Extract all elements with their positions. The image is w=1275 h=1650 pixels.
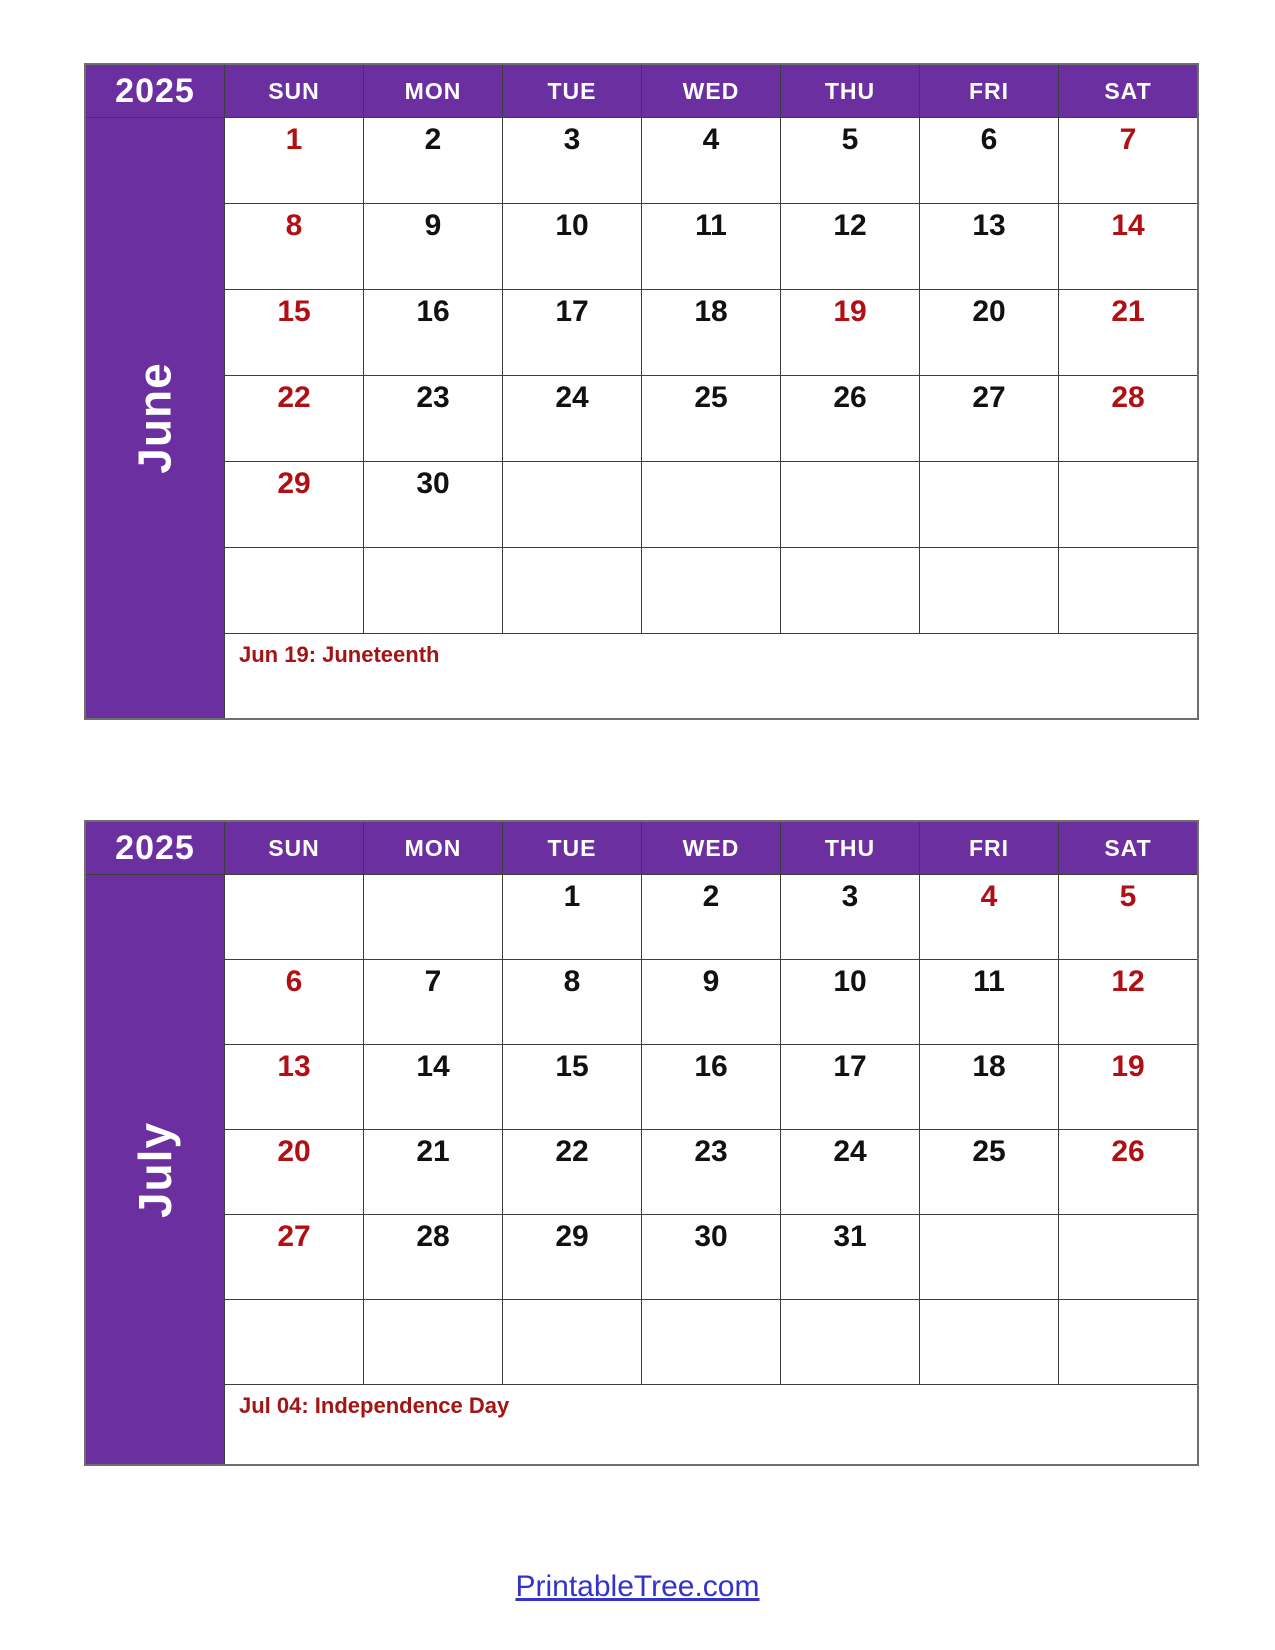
date-cell: 2	[364, 118, 502, 203]
date-cell: 5	[1059, 875, 1197, 959]
date-cell: 18	[642, 290, 780, 375]
date-cell	[920, 1300, 1058, 1384]
holiday-note-cell	[225, 1385, 1197, 1464]
date-cell: 22	[503, 1130, 641, 1214]
date-cell: 10	[781, 960, 919, 1044]
date-cell: 16	[642, 1045, 780, 1129]
weekday-header-wed: WED	[642, 65, 780, 117]
weekday-header-tue: TUE	[503, 822, 641, 874]
month-sidebar-july	[86, 875, 224, 1464]
year-label: 2025	[86, 65, 224, 117]
date-cell	[1059, 1300, 1197, 1384]
date-cell: 20	[920, 290, 1058, 375]
date-cell: 26	[1059, 1130, 1197, 1214]
weekday-header-sun: SUN	[225, 65, 363, 117]
date-cell: 11	[642, 204, 780, 289]
date-cell: 7	[1059, 118, 1197, 203]
date-cell	[642, 1300, 780, 1384]
date-cell: 6	[920, 118, 1058, 203]
holiday-note: Jun 19: Juneteenth	[239, 642, 440, 667]
date-cell: 18	[920, 1045, 1058, 1129]
date-cell: 17	[781, 1045, 919, 1129]
date-cell	[1059, 548, 1197, 633]
weekday-header-mon: MON	[364, 65, 502, 117]
date-cell: 11	[920, 960, 1058, 1044]
date-cell: 3	[503, 118, 641, 203]
date-cell	[920, 462, 1058, 547]
date-cell: 24	[781, 1130, 919, 1214]
date-cell	[781, 1300, 919, 1384]
date-cell	[364, 548, 502, 633]
date-cell: 21	[364, 1130, 502, 1214]
printabletree-link[interactable]: PrintableTree.com	[515, 1570, 760, 1603]
date-cell: 4	[920, 875, 1058, 959]
date-cell: 22	[225, 376, 363, 461]
date-cell: 13	[225, 1045, 363, 1129]
date-cell: 17	[503, 290, 641, 375]
date-cell: 28	[1059, 376, 1197, 461]
date-cell: 30	[642, 1215, 780, 1299]
date-cell: 8	[225, 204, 363, 289]
calendar-june	[84, 63, 1199, 720]
date-cell	[225, 548, 363, 633]
date-cell: 7	[364, 960, 502, 1044]
weekday-header-mon: MON	[364, 822, 502, 874]
date-cell	[503, 1300, 641, 1384]
weekday-header-thu: THU	[781, 822, 919, 874]
date-cell: 29	[225, 462, 363, 547]
date-cell: 16	[364, 290, 502, 375]
date-cell	[364, 1300, 502, 1384]
date-cell: 30	[364, 462, 502, 547]
weekday-header-sat: SAT	[1059, 822, 1197, 874]
date-cell	[920, 1215, 1058, 1299]
date-cell: 31	[781, 1215, 919, 1299]
date-cell: 9	[364, 204, 502, 289]
date-cell: 23	[364, 376, 502, 461]
site-footer	[0, 1570, 1275, 1604]
date-cell: 3	[781, 875, 919, 959]
date-cell: 14	[364, 1045, 502, 1129]
date-cell: 27	[920, 376, 1058, 461]
date-cell	[225, 875, 363, 959]
date-cell	[920, 548, 1058, 633]
date-cell	[1059, 462, 1197, 547]
date-cell	[503, 548, 641, 633]
date-cell: 19	[781, 290, 919, 375]
date-cell	[642, 548, 780, 633]
date-cell: 25	[920, 1130, 1058, 1214]
date-cell: 20	[225, 1130, 363, 1214]
calendar-july	[84, 820, 1199, 1466]
weekday-header-tue: TUE	[503, 65, 641, 117]
month-label: July	[128, 1121, 181, 1218]
date-cell: 12	[781, 204, 919, 289]
date-cell: 23	[642, 1130, 780, 1214]
weekday-header-wed: WED	[642, 822, 780, 874]
date-cell: 13	[920, 204, 1058, 289]
date-cell	[781, 462, 919, 547]
holiday-note: Jul 04: Independence Day	[239, 1393, 510, 1418]
weekday-header-fri: FRI	[920, 822, 1058, 874]
date-cell	[364, 875, 502, 959]
date-cell: 5	[781, 118, 919, 203]
date-cell: 10	[503, 204, 641, 289]
weekday-header-sun: SUN	[225, 822, 363, 874]
date-cell: 24	[503, 376, 641, 461]
date-cell: 9	[642, 960, 780, 1044]
date-cell: 26	[781, 376, 919, 461]
date-cell: 28	[364, 1215, 502, 1299]
date-cell: 27	[225, 1215, 363, 1299]
date-cell: 1	[225, 118, 363, 203]
date-cell: 25	[642, 376, 780, 461]
weekday-header-fri: FRI	[920, 65, 1058, 117]
date-cell: 2	[642, 875, 780, 959]
date-cell	[1059, 1215, 1197, 1299]
date-cell: 15	[503, 1045, 641, 1129]
date-cell: 8	[503, 960, 641, 1044]
weekday-header-thu: THU	[781, 65, 919, 117]
date-cell: 12	[1059, 960, 1197, 1044]
date-cell: 29	[503, 1215, 641, 1299]
date-cell	[503, 462, 641, 547]
date-cell	[225, 1300, 363, 1384]
month-label: June	[129, 362, 181, 474]
date-cell: 1	[503, 875, 641, 959]
date-cell: 21	[1059, 290, 1197, 375]
holiday-note-cell	[225, 634, 1197, 718]
date-cell	[642, 462, 780, 547]
date-cell: 15	[225, 290, 363, 375]
date-cell: 4	[642, 118, 780, 203]
weekday-header-sat: SAT	[1059, 65, 1197, 117]
month-sidebar-june	[86, 118, 224, 718]
date-cell: 14	[1059, 204, 1197, 289]
date-cell	[781, 548, 919, 633]
year-label: 2025	[86, 822, 224, 874]
date-cell: 19	[1059, 1045, 1197, 1129]
date-cell: 6	[225, 960, 363, 1044]
